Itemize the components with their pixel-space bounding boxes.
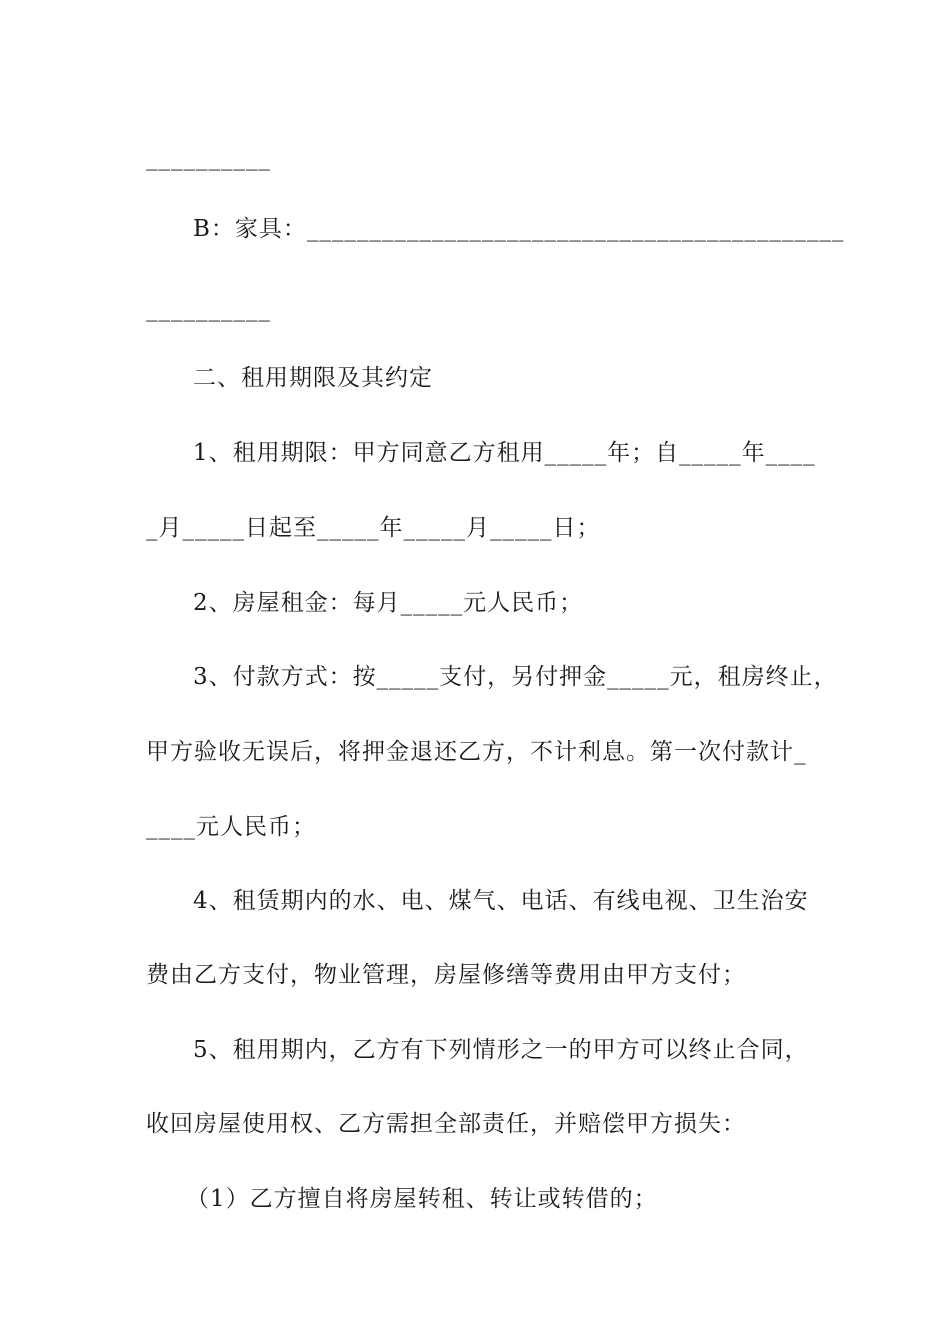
list-item: （1）乙方擅自将房屋转租、转让或转借的； (186, 1186, 658, 1212)
blank-line: __________ (146, 296, 271, 322)
paragraph-line: 收回房屋使用权、乙方需担全部责任，并赔偿甲方损失： (146, 1111, 746, 1137)
paragraph-line: 甲方验收无误后，将押金退还乙方，不计利息。第一次付款计_ (146, 739, 807, 765)
paragraph-line: 4、租赁期内的水、电、煤气、电话、有线电视、卫生治安 (193, 888, 809, 914)
paragraph-line: 2、房屋租金：每月_____元人民币； (193, 590, 584, 616)
furniture-line: B：家具：___________________________________________ (193, 216, 845, 242)
section-heading: 二、租用期限及其约定 (193, 365, 433, 391)
paragraph-line: ____元人民币； (146, 814, 316, 840)
paragraph-line: 费由乙方支付，物业管理，房屋修缮等费用由甲方支付； (146, 962, 746, 988)
paragraph-line: 1、租用期限：甲方同意乙方租用_____年；自_____年____ (193, 440, 816, 466)
blank-line: __________ (146, 145, 271, 171)
paragraph-line: 3、付款方式：按_____支付，另付押金_____元，租房终止， (193, 664, 838, 690)
paragraph-line: 5、租用期内，乙方有下列情形之一的甲方可以终止合同， (193, 1037, 809, 1063)
paragraph-line: _月_____日起至_____年_____月_____日； (146, 515, 601, 541)
